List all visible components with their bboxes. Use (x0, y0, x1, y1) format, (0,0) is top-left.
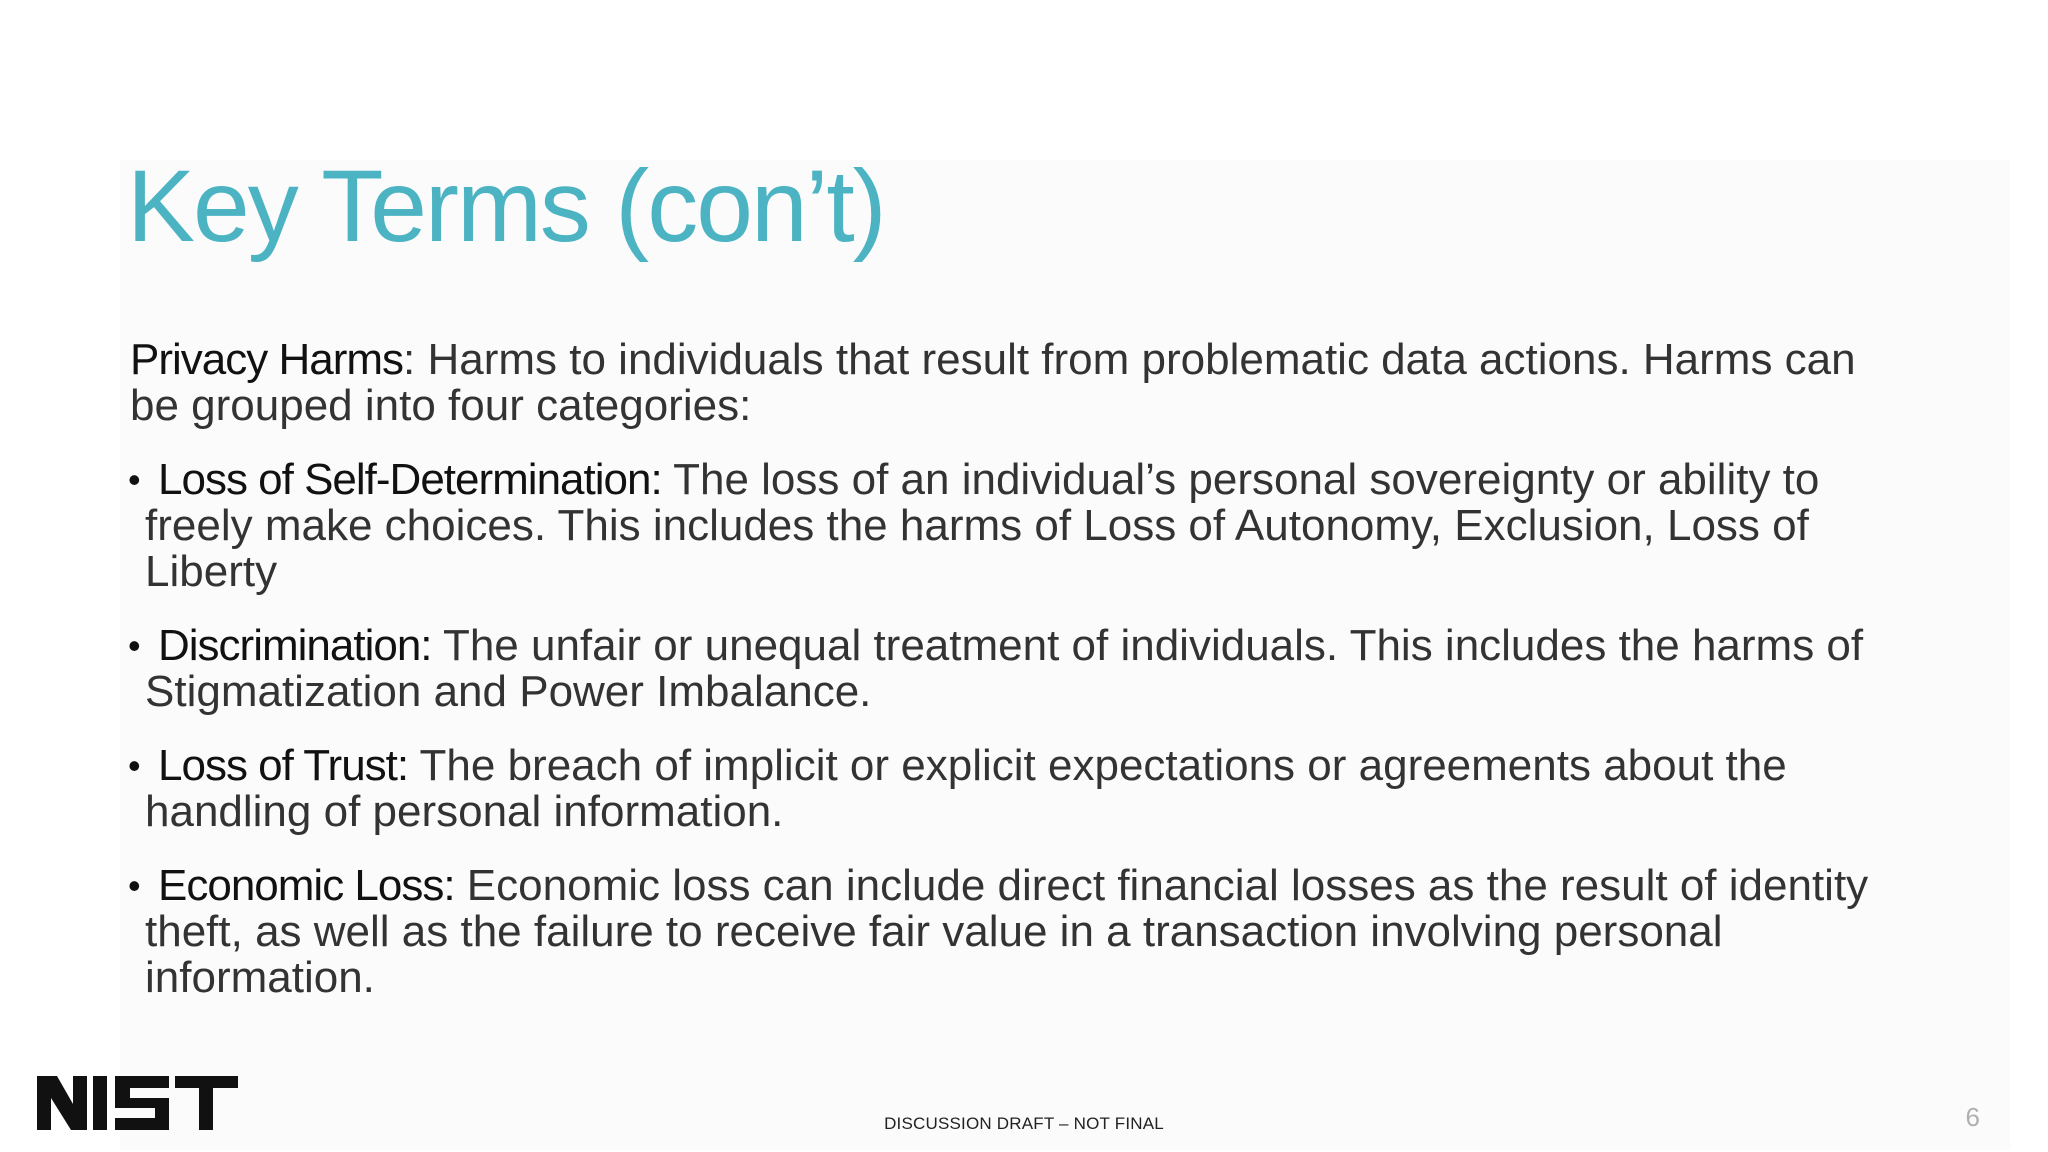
bullet-loss-of-trust (130, 743, 1890, 835)
bullet-economic-loss (130, 863, 1890, 1001)
bullet-term: Loss of Self-Determination: (158, 455, 662, 504)
footer-note: DISCUSSION DRAFT – NOT FINAL (884, 1114, 1164, 1133)
bullet-dot-icon: • (128, 459, 141, 500)
bullet-dot-icon: • (128, 745, 141, 786)
bullet-term: Economic Loss: (158, 861, 455, 910)
bullet-text: The loss of an individual’s personal sovereignty or ability to freely make choices. This includes the harms of Loss of Autonomy, Exclusion, Loss of Liberty (145, 455, 1820, 596)
intro-text: : Harms to individuals that result from problematic data actions. Harms can be grouped into four categories: (130, 335, 1856, 430)
intro-paragraph (130, 337, 1890, 429)
harm-categories-list (130, 457, 1890, 1001)
bullet-dot-icon: • (128, 865, 141, 906)
bullet-loss-of-self-determination (130, 457, 1890, 595)
bullet-text: Economic loss can include direct financial losses as the result of identity theft, as well as the failure to receive fair value in a transaction involving personal information. (145, 861, 1869, 1002)
bullet-dot-icon: • (128, 625, 141, 666)
intro-term: Privacy Harms (130, 335, 404, 384)
bullet-discrimination (130, 623, 1890, 715)
slide-title: Key Terms (con’t) (127, 149, 885, 263)
bullet-term: Discrimination: (158, 621, 432, 670)
page-number: 6 (1965, 1102, 1980, 1132)
slide-body (130, 337, 1890, 1029)
bullet-text: The breach of implicit or explicit expectations or agreements about the handling of personal information. (145, 741, 1787, 836)
bullet-term: Loss of Trust: (158, 741, 409, 790)
bullet-text: The unfair or unequal treatment of individuals. This includes the harms of Stigmatization and Power Imbalance. (145, 621, 1864, 716)
